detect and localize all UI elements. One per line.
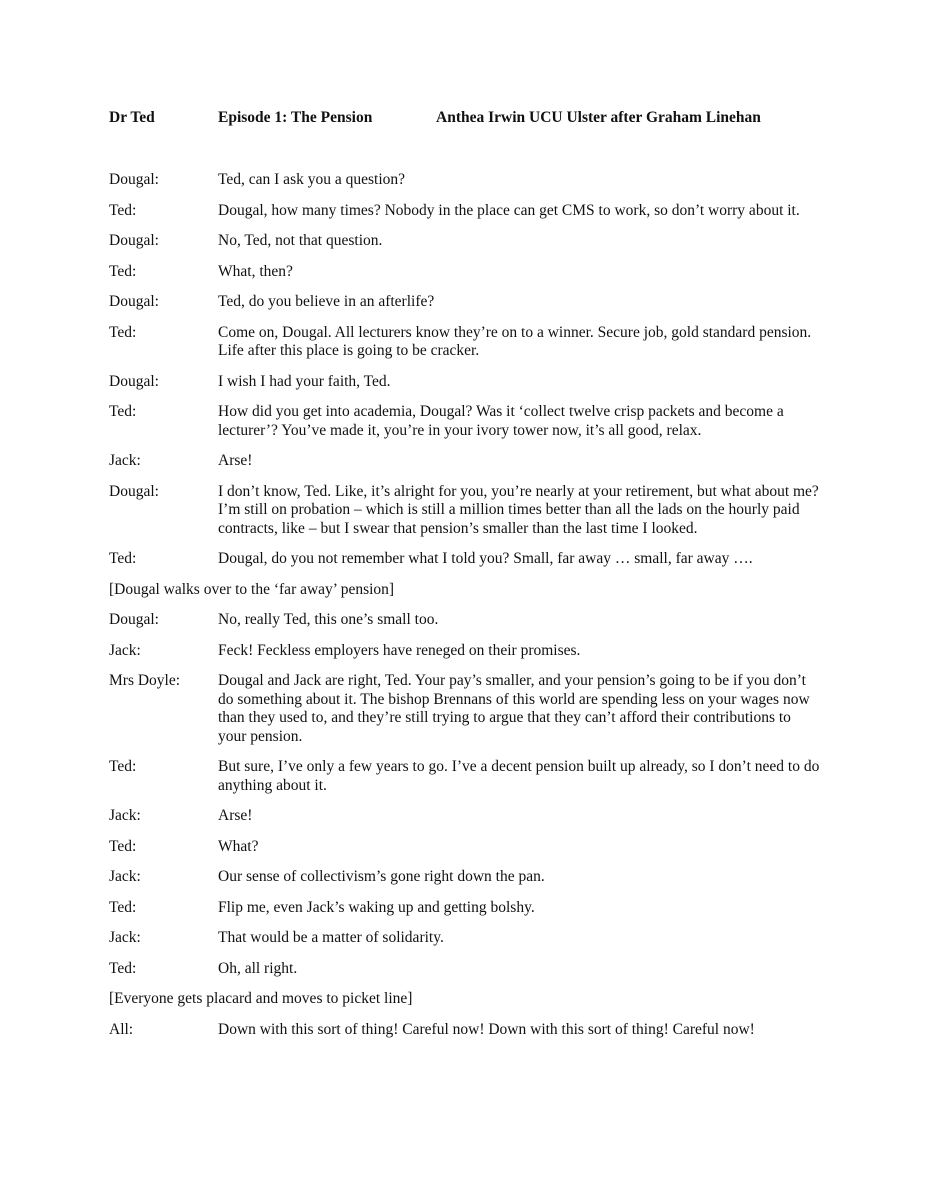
dialogue-line [109,758,821,795]
dialogue-text: That would be a matter of solidarity. [218,929,444,946]
dialogue-text: How did you get into academia, Dougal? Was it ‘collect twelve crisp packets and become a lecturer’? You’ve made it, you’re in your ivory tower now, it’s all good, relax. [218,403,784,439]
script-header [109,108,821,128]
dialogue-text: But sure, I’ve only a few years to go. I’ve a decent pension built up already, so I don’t need to do anything about it. [218,758,820,794]
dialogue-line [109,868,821,887]
speaker-name: Jack: [109,452,141,469]
dialogue-line [109,373,821,392]
dialogue-text: Dougal, how many times? Nobody in the place can get CMS to work, so don’t worry about it. [218,201,800,219]
dialogue-line [109,324,821,361]
dialogue-line [109,807,821,826]
dialogue-text: Flip me, even Jack’s waking up and getting bolshy. [218,898,535,916]
stage-direction: [Dougal walks over to the ‘far away’ pension] [109,580,395,598]
dialogue-text: Arse! [218,452,253,469]
speaker-name: Dougal: [109,372,159,390]
dialogue-line [109,550,821,569]
dialogue-text: No, Ted, not that question. [218,232,383,249]
speaker-name: Ted: [109,323,137,341]
speaker-name: Jack: [109,807,141,824]
speaker-name: Dougal: [109,482,159,500]
dialogue-text: Arse! [218,807,253,824]
speaker-name: All: [109,1020,134,1038]
dialogue-text: No, really Ted, this one’s small too. [218,611,439,628]
speaker-name: Dougal: [109,293,159,310]
dialogue-line [109,1021,821,1040]
dialogue-line [109,929,821,948]
dialogue-text: What? [218,837,259,855]
speaker-name: Mrs Doyle: [109,672,181,689]
dialogue-line [109,672,821,746]
dialogue-text: What, then? [218,262,293,280]
dialogue-line [109,403,821,440]
script-body [109,171,821,1039]
script-page [109,108,821,1051]
dialogue-line [109,452,821,471]
stage-direction: [Everyone gets placard and moves to picket line] [109,990,413,1007]
dialogue-line [109,171,821,190]
dialogue-text: Oh, all right. [218,959,298,977]
dialogue-line [109,202,821,221]
script-title: Dr Ted [109,109,155,126]
speaker-name: Ted: [109,403,137,420]
dialogue-text: Feck! Feckless employers have reneged on their promises. [218,641,581,659]
dialogue-line [109,483,821,539]
dialogue-text: Dougal and Jack are right, Ted. Your pay’s smaller, and your pension’s going to be if you don’t do something about it. The bishop Brennans of this world are spending less on your wages now than they used to, and they’re still trying to argue that they can’t afford their contributions to your pension. [218,672,810,745]
speaker-name: Ted: [109,898,137,916]
speaker-name: Ted: [109,550,137,567]
speaker-name: Jack: [109,868,141,885]
speaker-name: Jack: [109,929,141,946]
dialogue-text: Ted, do you believe in an afterlife? [218,293,435,310]
author-credit: Anthea Irwin UCU Ulster after Graham Linehan [436,109,761,126]
speaker-name: Dougal: [109,232,159,249]
dialogue-line [109,960,821,979]
dialogue-text: Come on, Dougal. All lecturers know they’re on to a winner. Secure job, gold standard pension. Life after this place is going to be cracker. [218,323,812,359]
dialogue-line [109,899,821,918]
speaker-name: Ted: [109,758,137,775]
dialogue-text: I wish I had your faith, Ted. [218,372,391,390]
speaker-name: Ted: [109,959,137,977]
speaker-name: Dougal: [109,611,159,628]
speaker-name: Dougal: [109,171,159,188]
speaker-name: Ted: [109,262,137,280]
episode-title: Episode 1: The Pension [218,109,373,126]
dialogue-line [109,293,821,312]
dialogue-line [109,838,821,857]
dialogue-text: Dougal, do you not remember what I told you? Small, far away … small, far away …. [218,550,753,567]
speaker-name: Jack: [109,641,141,659]
dialogue-text: Down with this sort of thing! Careful now! Down with this sort of thing! Careful now! [218,1020,755,1038]
dialogue-line [109,263,821,282]
dialogue-line [109,642,821,661]
dialogue-text: Ted, can I ask you a question? [218,171,406,188]
dialogue-text: I don’t know, Ted. Like, it’s alright for you, you’re nearly at your retirement, but what about me? I’m still on probation – which is still a million times better than all the lads on the hourly paid contracts, like – but I swear that pension’s smaller than the last time I looked. [218,482,819,537]
dialogue-text: Our sense of collectivism’s gone right down the pan. [218,868,545,885]
speaker-name: Ted: [109,837,137,855]
speaker-name: Ted: [109,201,137,219]
dialogue-line [109,232,821,251]
dialogue-line [109,611,821,630]
